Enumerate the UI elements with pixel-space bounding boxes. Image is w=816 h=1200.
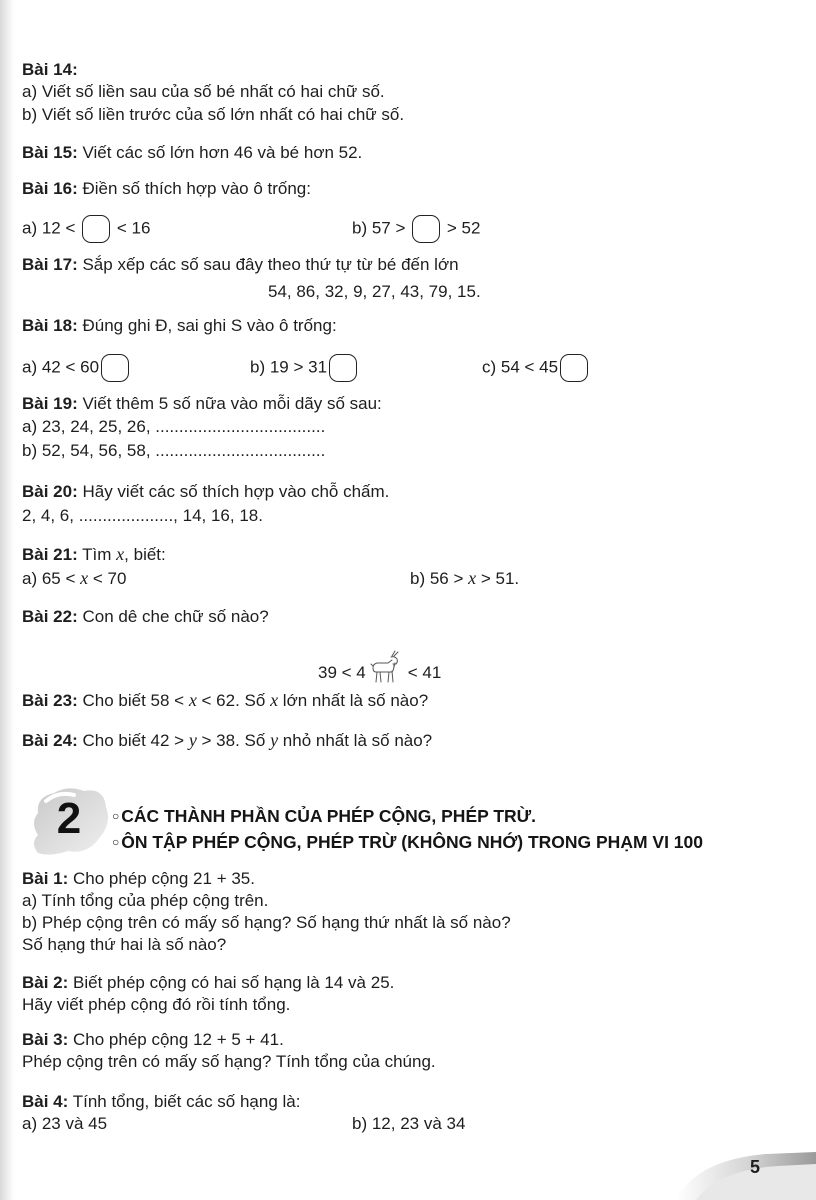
b22-expr-pre: 39 < 4 xyxy=(318,663,366,682)
section-heading-1 xyxy=(112,805,536,827)
b21-b-pre: b) 56 > xyxy=(410,569,469,588)
b14-label: Bài 14: xyxy=(22,60,78,79)
goat-icon xyxy=(370,650,404,692)
b16-b-post: > 52 xyxy=(446,218,481,238)
b18 xyxy=(22,315,337,337)
variable-y: y xyxy=(270,730,279,750)
b17-list: 54, 86, 32, 9, 27, 43, 79, 15. xyxy=(268,282,481,301)
b23-pre: Cho biết 58 < xyxy=(77,691,189,710)
answer-box[interactable] xyxy=(412,215,440,243)
b16 xyxy=(22,178,311,200)
page-number: 5 xyxy=(749,1157,760,1177)
b23 xyxy=(22,689,428,712)
variable-x: x xyxy=(270,690,279,710)
s2-b1-b: b) Phép cộng trên có mấy số hạng? Số hạng thứ nhất là số nào? xyxy=(22,913,511,932)
answer-box[interactable] xyxy=(329,354,357,382)
s2-b1-label: Bài 1: xyxy=(22,869,69,888)
b16-a-pre: a) 12 < xyxy=(22,218,76,238)
b20 xyxy=(22,481,389,503)
s2-b3 xyxy=(22,1029,284,1051)
b21-a-pre: a) 65 < xyxy=(22,569,81,588)
b15 xyxy=(22,142,362,164)
b24-label: Bài 24: xyxy=(22,731,78,750)
b23-mid: < 62. Số xyxy=(196,691,271,710)
answer-box[interactable] xyxy=(101,354,129,382)
s2-b4-text: Tính tổng, biết các số hạng là: xyxy=(68,1092,301,1111)
s2-b3-label: Bài 3: xyxy=(22,1030,69,1049)
b16-a-post: < 16 xyxy=(116,218,151,238)
b19-label: Bài 19: xyxy=(22,394,78,413)
s2-b4-b: b) 12, 23 và 34 xyxy=(352,1114,466,1133)
s2-b1-c: Số hạng thứ hai là số nào? xyxy=(22,935,227,954)
heading-1-text: CÁC THÀNH PHẦN CỦA PHÉP CỘNG, PHÉP TRỪ. xyxy=(121,806,537,826)
b17-text: Sắp xếp các số sau đây theo thứ tự từ bé đến lớn xyxy=(77,255,459,274)
b19 xyxy=(22,393,382,415)
b16-label: Bài 16: xyxy=(22,179,78,198)
b22-label: Bài 22: xyxy=(22,607,78,626)
s2-b3-text: Cho phép cộng 12 + 5 + 41. xyxy=(68,1030,284,1049)
b19-b: b) 52, 54, 56, 58, .................................... xyxy=(22,441,326,460)
b18-label: Bài 18: xyxy=(22,316,78,335)
b15-text: Viết các số lớn hơn 46 và bé hơn 52. xyxy=(77,143,363,162)
b20-label: Bài 20: xyxy=(22,482,78,501)
b18-text: Đúng ghi Đ, sai ghi S vào ô trống: xyxy=(77,316,337,335)
b16-b-pre: b) 57 > xyxy=(352,218,406,238)
b21-a xyxy=(22,567,126,590)
b24 xyxy=(22,729,432,752)
b24-pre: Cho biết 42 > xyxy=(77,731,189,750)
s2-b2-text: Biết phép cộng có hai số hạng là 14 và 25. xyxy=(68,973,395,992)
b16-text: Điền số thích hợp vào ô trống: xyxy=(77,179,311,198)
variable-x: x xyxy=(80,568,89,588)
b18-c xyxy=(482,354,590,382)
b14-b: b) Viết số liền trước của số lớn nhất có hai chữ số. xyxy=(22,105,405,124)
heading-2-text: ÔN TẬP PHÉP CỘNG, PHÉP TRỪ (KHÔNG NHỚ) TRONG PHẠM VI 100 xyxy=(121,832,703,852)
s2-b4-label: Bài 4: xyxy=(22,1092,69,1111)
variable-y: y xyxy=(188,730,197,750)
bullet-icon: ○ xyxy=(112,835,120,849)
b23-label: Bài 23: xyxy=(22,691,78,710)
b22-expr-post: < 41 xyxy=(407,663,442,682)
b18-a xyxy=(22,354,131,382)
answer-box[interactable] xyxy=(560,354,588,382)
b17 xyxy=(22,254,459,276)
variable-x: x xyxy=(468,568,477,588)
b20-text: Hãy viết các số thích hợp vào chỗ chấm. xyxy=(77,482,390,501)
s2-b1-a: a) Tính tổng của phép cộng trên. xyxy=(22,891,269,910)
s2-b1-text: Cho phép cộng 21 + 35. xyxy=(68,869,255,888)
bullet-icon: ○ xyxy=(112,809,120,823)
s2-b2-line2: Hãy viết phép cộng đó rồi tính tổng. xyxy=(22,995,291,1014)
b16-a xyxy=(22,215,150,243)
s2-b1 xyxy=(22,868,255,890)
b18-a-text: a) 42 < 60 xyxy=(22,357,100,377)
b18-c-text: c) 54 < 45 xyxy=(482,357,559,377)
b23-post: lớn nhất là số nào? xyxy=(278,691,429,710)
b14-a: a) Viết số liền sau của số bé nhất có hai chữ số. xyxy=(22,82,385,101)
section-heading-2 xyxy=(112,831,703,853)
s2-b2 xyxy=(22,972,394,994)
b21-label: Bài 21: xyxy=(22,545,78,564)
b21-a-post: < 70 xyxy=(88,569,127,588)
s2-b3-line2: Phép cộng trên có mấy số hạng? Tính tổng của chúng. xyxy=(22,1052,436,1071)
variable-x: x xyxy=(188,690,197,710)
b21-b-post: > 51. xyxy=(476,569,520,588)
b22-text: Con dê che chữ số nào? xyxy=(77,607,269,626)
page-curl-decoration xyxy=(656,1130,816,1200)
b15-label: Bài 15: xyxy=(22,143,78,162)
b19-text: Viết thêm 5 số nữa vào mỗi dãy số sau: xyxy=(77,394,382,413)
b18-b-text: b) 19 > 31 xyxy=(250,357,328,377)
b20-seq: 2, 4, 6, ...................., 14, 16, 18. xyxy=(22,506,263,525)
b24-mid: > 38. Số xyxy=(196,731,271,750)
section-number: 2 xyxy=(56,794,82,843)
b21 xyxy=(22,543,166,566)
b19-a: a) 23, 24, 25, 26, .................................... xyxy=(22,417,326,436)
b16-b xyxy=(352,215,480,243)
variable-x: x xyxy=(116,544,125,564)
b21-text-post: , biết: xyxy=(124,545,166,564)
answer-box[interactable] xyxy=(82,215,110,243)
b21-text-pre: Tìm xyxy=(77,545,117,564)
b22-expression xyxy=(318,650,441,692)
b22 xyxy=(22,606,269,628)
s2-b4 xyxy=(22,1091,300,1113)
b24-post: nhỏ nhất là số nào? xyxy=(278,731,433,750)
b17-label: Bài 17: xyxy=(22,255,78,274)
s2-b2-label: Bài 2: xyxy=(22,973,69,992)
b21-b xyxy=(410,567,519,590)
b18-b xyxy=(250,354,359,382)
s2-b4-a: a) 23 và 45 xyxy=(22,1114,108,1133)
